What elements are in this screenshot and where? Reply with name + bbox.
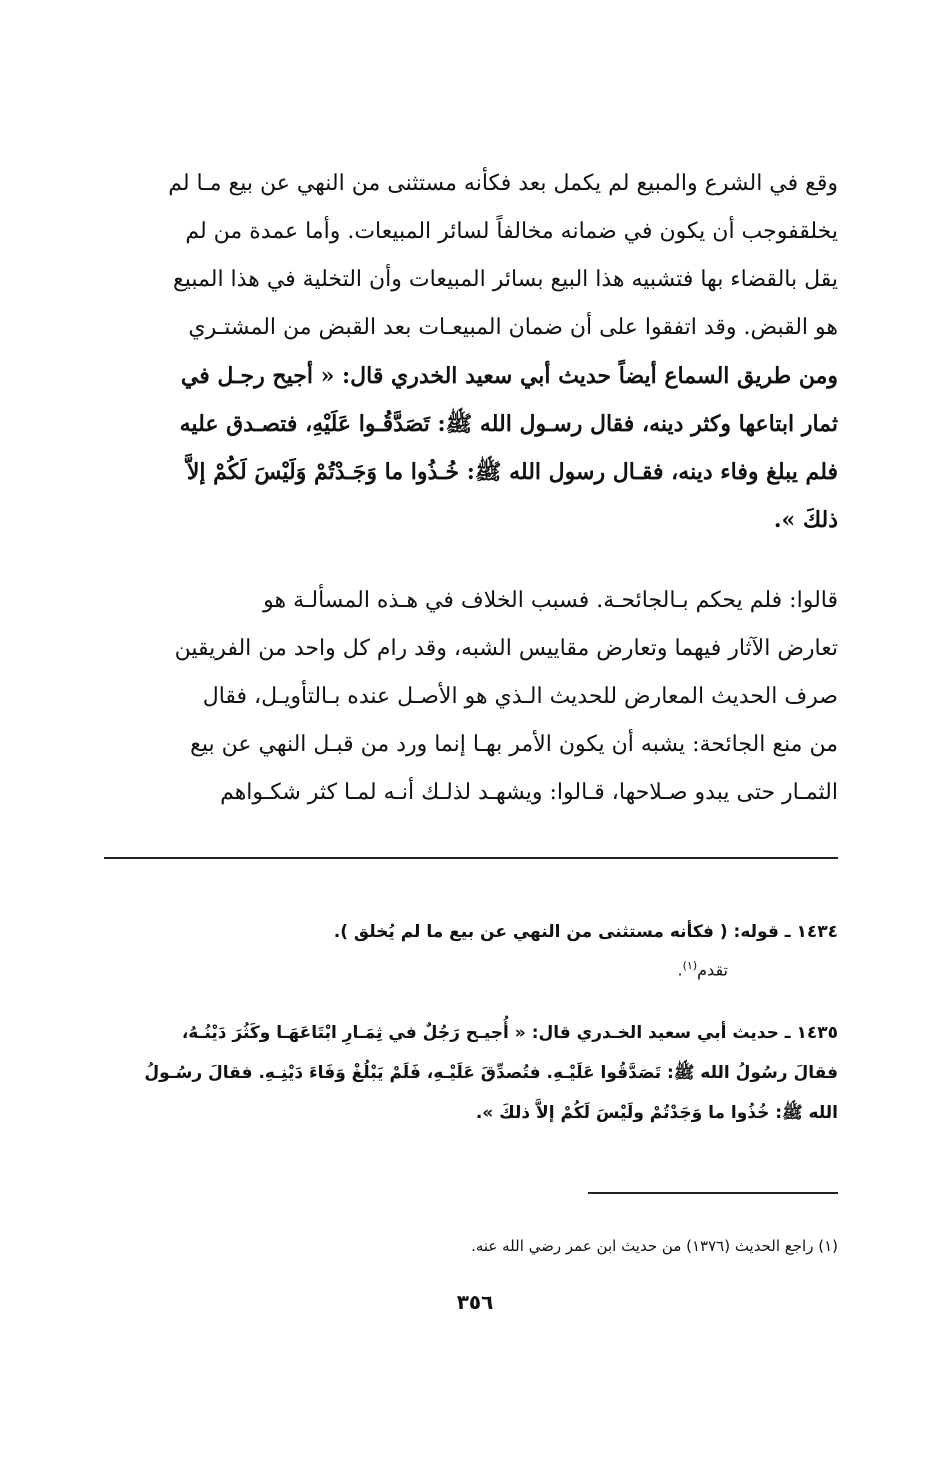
page-number: ٣٥٦ (456, 1290, 494, 1314)
note-sub-text: تقدم (697, 960, 728, 980)
text-line: من منع الجائحة: يشبه أن يكون الأمر بهـا إنما ورد من قبـل النهي عن بيع (190, 732, 838, 757)
text-line: ذلكَ ». (773, 507, 838, 533)
main-paragraph-2 (108, 577, 838, 817)
text-line: تعارض الآثار فيهما وتعارض مقاييس الشبه، وقد رام كل واحد من الفريقين (174, 636, 838, 661)
note-line: ١٤٣٤ ـ قوله: ( فكأنه مستثنى من النهي عن بيع ما لم يُخلق ). (333, 922, 838, 942)
text-line: يخلقفوجب أن يكون في ضمانه مخالفاً لسائر المبيعات. وأما عمدة من لم (185, 219, 838, 244)
note-line: ١٤٣٥ ـ حديث أبي سعيد الخـدري قال: « أُجيـح رَجُلٌ في ثِمَـارِ ابْتَاعَهَـا وكَثُرَ دَيْنُـهُ، (181, 1023, 838, 1043)
text-line: الثمـار حتى يبدو صـلاحها، قـالوا: ويشهـد لذلـك أنـه لمـا كثر شكـواهم (220, 780, 838, 805)
text-line: فلم يبلغ وفاء دينه، فقـال رسول الله ﷺ: خُـذُوا ما وَجَـدْتُمْ وَلَيْسَ لَكُمْ إلاَّ (186, 459, 838, 485)
text-line: يقل بالقضاء بها فتشبيه هذا البيع بسائر المبيعات وأن التخلية في هذا المبيع (173, 267, 838, 292)
text-line: صرف الحديث المعارض للحديث الـذي هو الأصـل عنده بـالتأويـل، فقال (202, 684, 838, 709)
note-line: الله ﷺ: خُذُوا ما وَجَدْتُمْ ولَيْسَ لَكُمْ إلاَّ ذلكَ ». (475, 1103, 838, 1123)
text-line: ومن طريق السماع أيضاً حديث أبي سعيد الخدري قال: « أجيح رجـل في (180, 363, 838, 389)
note-line: فقالَ رسُولُ الله ﷺ: تَصَدَّقُوا عَلَيْـهِ. فتُصدِّقَ عَلَيْـهِ، فَلَمْ يَبْلُغْ وَفَاءَ دَيْنِـهِ. فقالَ رسُـولُ (144, 1063, 838, 1083)
text-line: وقع في الشرع والمبيع لم يكمل بعد فكأنه مستثنى من النهي عن بيع مـا لم (168, 171, 838, 196)
note-1435 (108, 1013, 838, 1133)
main-paragraph-1 (108, 160, 838, 544)
note-1434 (108, 915, 838, 987)
note-sub-line: تقدم$^{(١)}$. (677, 959, 728, 980)
footnote: (١) راجع الحديث (١٣٧٦) من حديث ابن عمر رضي الله عنه. (471, 1237, 838, 1255)
text-line: ثمار ابتاعها وكثر دينه، فقال رسـول الله ﷺ: تَصَدَّقُـوا عَلَيْهِ، فتصـدق عليه (179, 411, 838, 437)
text-line: هو القبض. وقد اتفقوا على أن ضمان المبيعـات بعد القبض من المشتـري (188, 315, 838, 340)
footnote-ref: (١) (682, 959, 698, 972)
text-line: قالوا: فلم يحكم بـالجائحـة. فسبب الخلاف في هـذه المسألـة هو (263, 588, 838, 613)
footnote-divider (588, 1192, 838, 1194)
section-divider (104, 857, 838, 859)
